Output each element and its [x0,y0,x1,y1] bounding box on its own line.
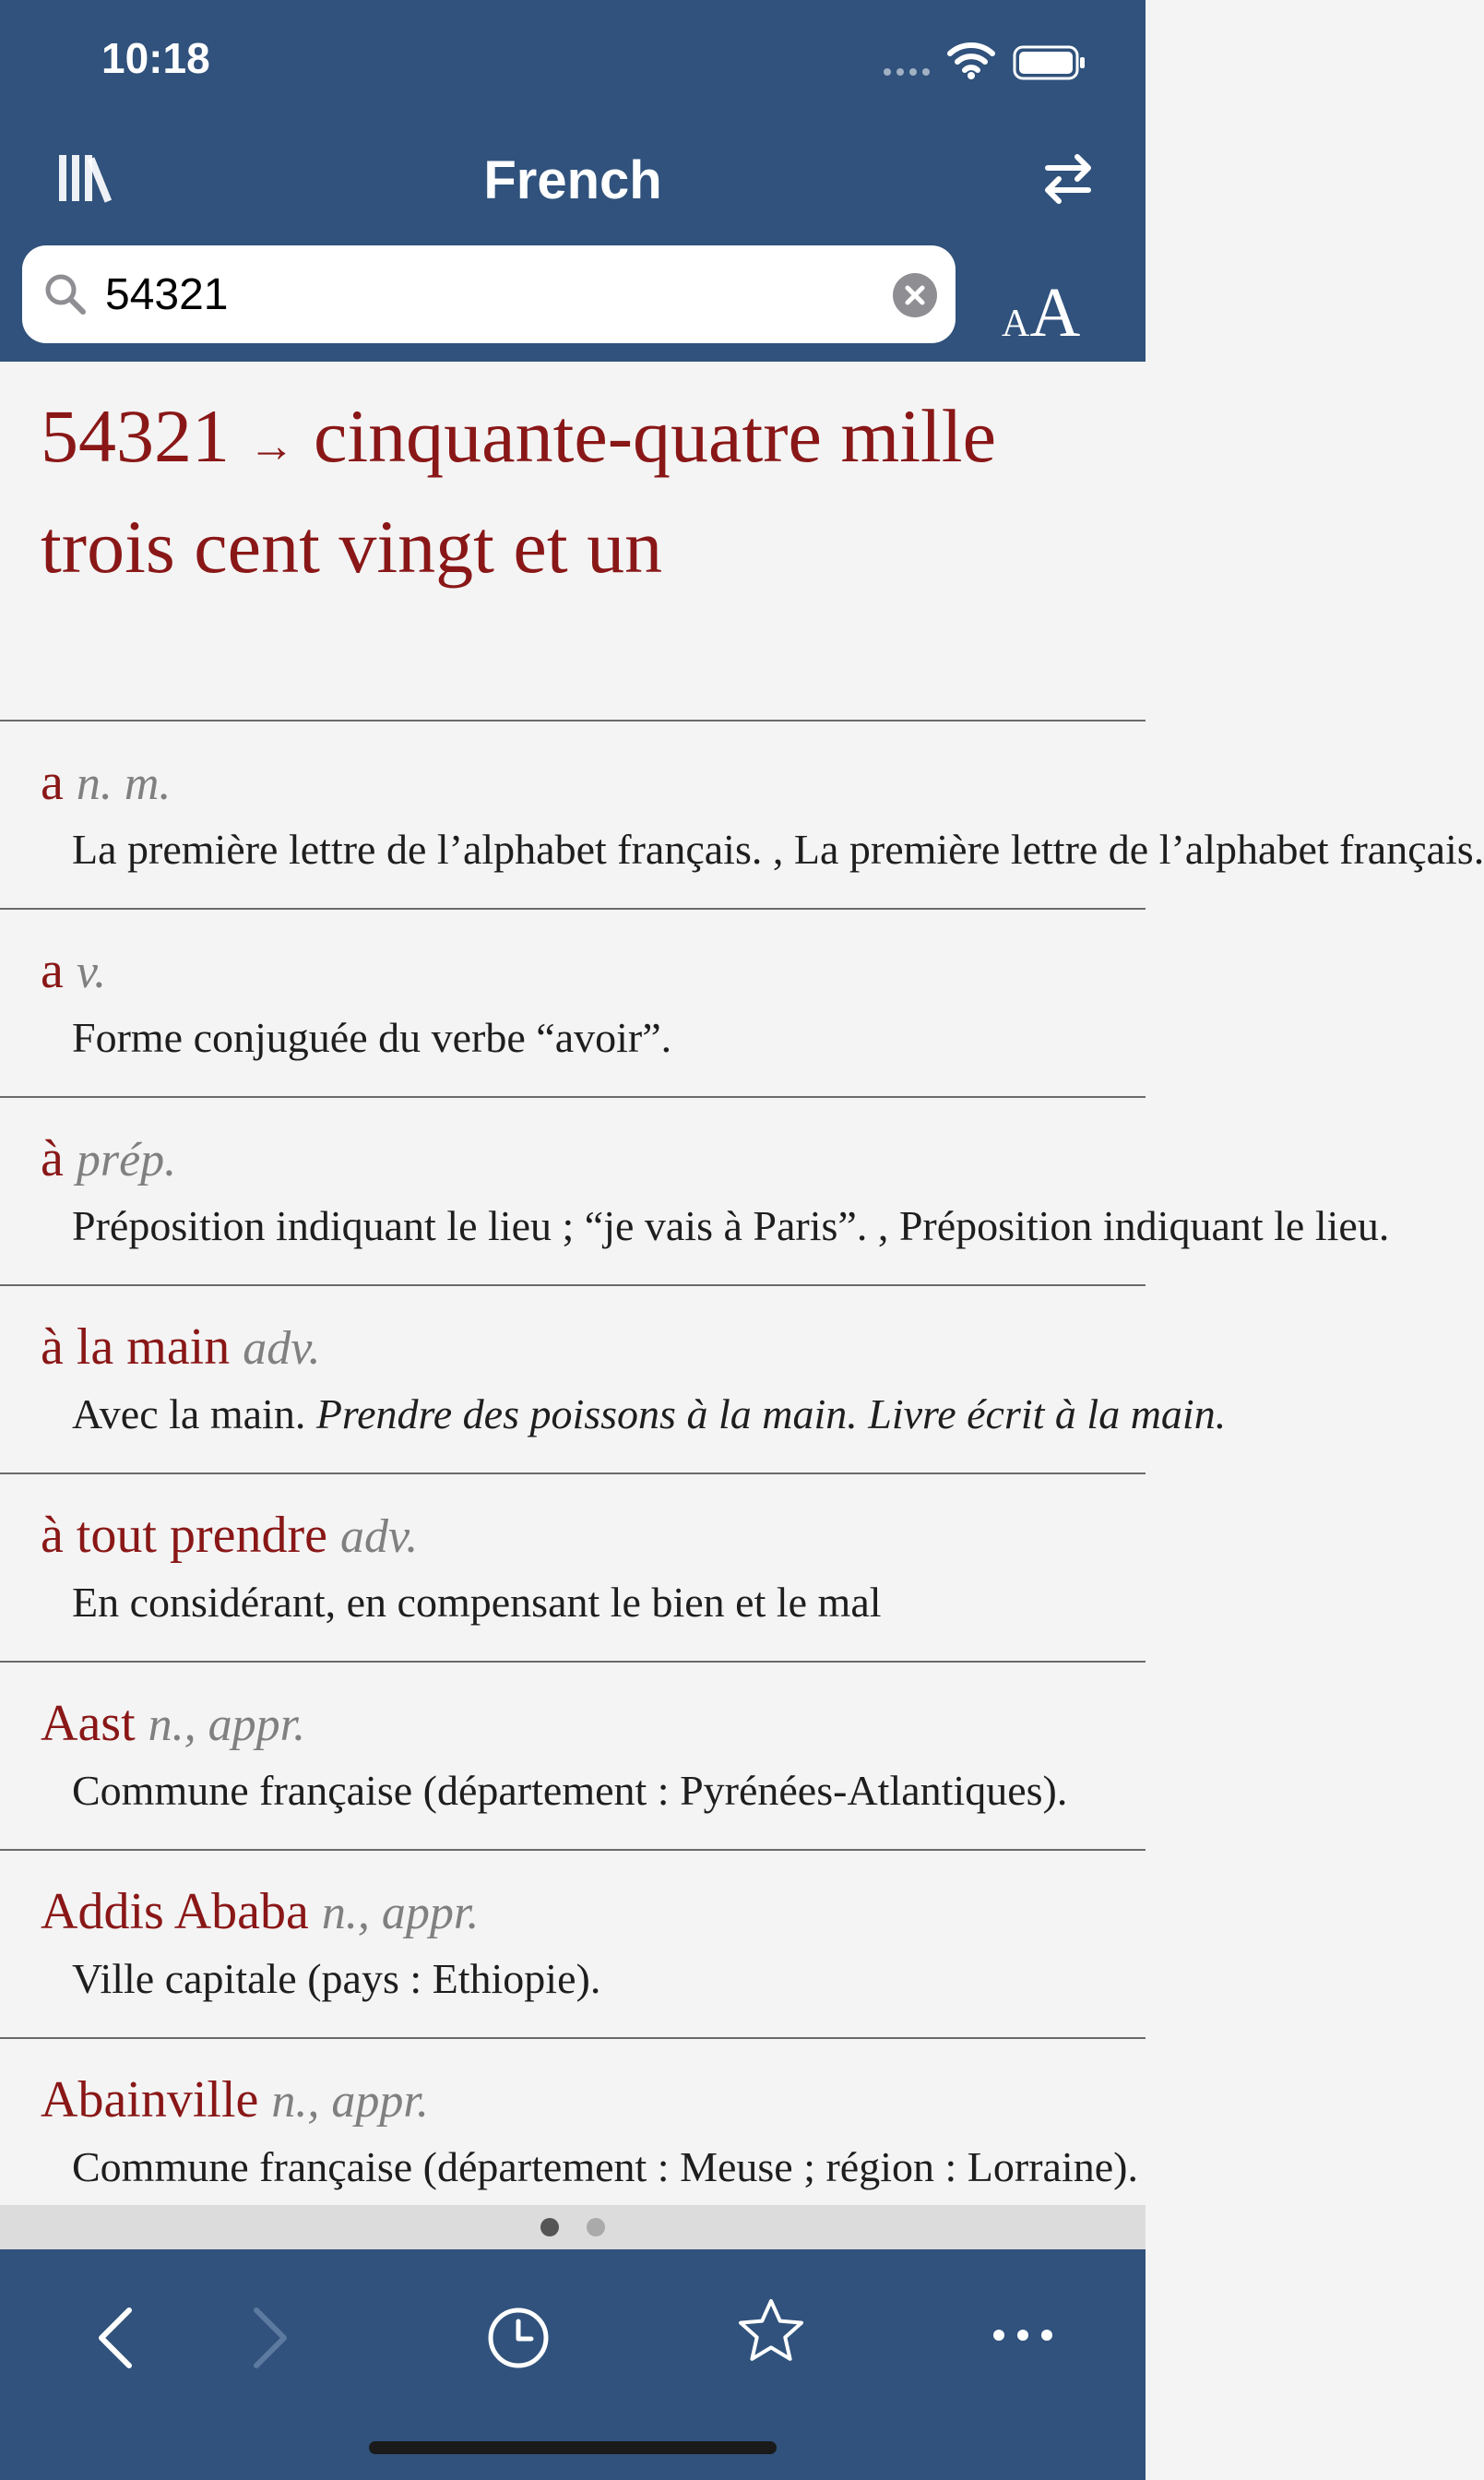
home-indicator [369,2441,777,2454]
back-icon[interactable] [89,2301,144,2375]
entry-pos: n. m. [76,757,172,810]
favorites-icon[interactable] [734,2295,808,2369]
more-icon[interactable] [991,2321,1055,2349]
entry-word: Addis Ababa [41,1883,309,1940]
entry-definition: La première lettre de l’alphabet français. , La première lettre de l’alphabet français. [72,826,1484,873]
entry-word: a [41,754,64,811]
cellular-signal-icon [884,68,930,76]
results-list[interactable] [0,362,1484,2207]
entry-definition: Forme conjuguée du verbe “avoir”. [72,1014,672,1061]
wifi-icon [946,41,996,79]
conversion-words: cinquante-quatre mille trois cent vingt et un [41,394,996,589]
entry-head [41,1506,418,1565]
entry-definition: En considérant, en compensant le bien et le mal [72,1579,882,1626]
entry-pos: adv. [339,1510,419,1563]
entry-word: Aast [41,1695,136,1752]
entry-word: a [41,942,64,999]
list-item[interactable] [0,1474,1146,1663]
entry-word: Abainville [41,2071,259,2128]
list-item[interactable] [0,721,1484,910]
entry-definition-text: Avec la main. [72,1390,306,1437]
arrow-right-icon: → [248,420,295,471]
entry-definition [72,1389,1227,1438]
entry-pos: adv. [243,1322,321,1375]
text-size-small-icon: A [1002,303,1030,345]
conversion-text [41,386,1120,598]
entry-word: à tout prendre [41,1507,327,1564]
conversion-number: 54321 [41,394,230,478]
entry-pos: n., appr. [321,1887,480,1939]
list-item[interactable] [0,2039,1146,2227]
page-indicator[interactable] [0,2205,1146,2249]
entry-head [41,1694,305,1753]
entry-pos: n., appr. [271,2075,429,2128]
entry-definition: Ville capitale (pays : Ethiopie). [72,1955,601,2002]
entry-pos: prép. [76,1134,177,1186]
entry-definition: Commune française (département : Meuse ; région : Lorraine). [72,2143,1138,2190]
list-item[interactable] [0,1663,1146,1851]
list-item[interactable] [0,1286,1227,1474]
entry-head [41,2070,429,2129]
page-dot[interactable] [587,2218,605,2236]
entry-pos: n., appr. [148,1699,306,1751]
entry-head [41,1882,479,1941]
text-size-large-icon: A [1029,274,1081,352]
entry-word: à [41,1130,64,1187]
entry-example: Prendre des poissons à la main. Livre écrit à la main. [315,1390,1227,1437]
entry-head [41,753,171,812]
swap-languages-icon[interactable] [1040,151,1096,205]
bottom-toolbar [0,2249,1146,2480]
status-time: 10:18 [101,34,210,82]
battery-icon [1013,44,1086,81]
entry-head [41,1129,176,1188]
forward-icon[interactable] [242,2301,297,2375]
close-icon [893,273,937,317]
entry-word: à la main [41,1318,231,1376]
search-icon [42,271,89,317]
history-icon[interactable] [483,2303,553,2373]
search-bar [22,245,956,343]
entry-head [41,1318,320,1377]
entry-definition: Commune française (département : Pyrénées-Atlantiques). [72,1767,1068,1814]
list-item[interactable] [0,910,1146,1098]
search-input[interactable] [105,262,889,327]
entry-definition: Préposition indiquant le lieu ; “je vais à Paris”. , Préposition indiquant le lieu. [72,1202,1390,1249]
app-header [0,0,1146,362]
clear-search-button[interactable] [893,273,937,317]
number-conversion[interactable] [0,362,1146,721]
text-size-button[interactable] [1002,273,1080,353]
entry-head [41,941,106,1000]
list-item[interactable] [0,1851,1146,2039]
list-item[interactable] [0,1098,1390,1286]
page-dot-active[interactable] [540,2218,559,2236]
nav-title: French [483,150,662,210]
entry-pos: v. [76,946,107,998]
